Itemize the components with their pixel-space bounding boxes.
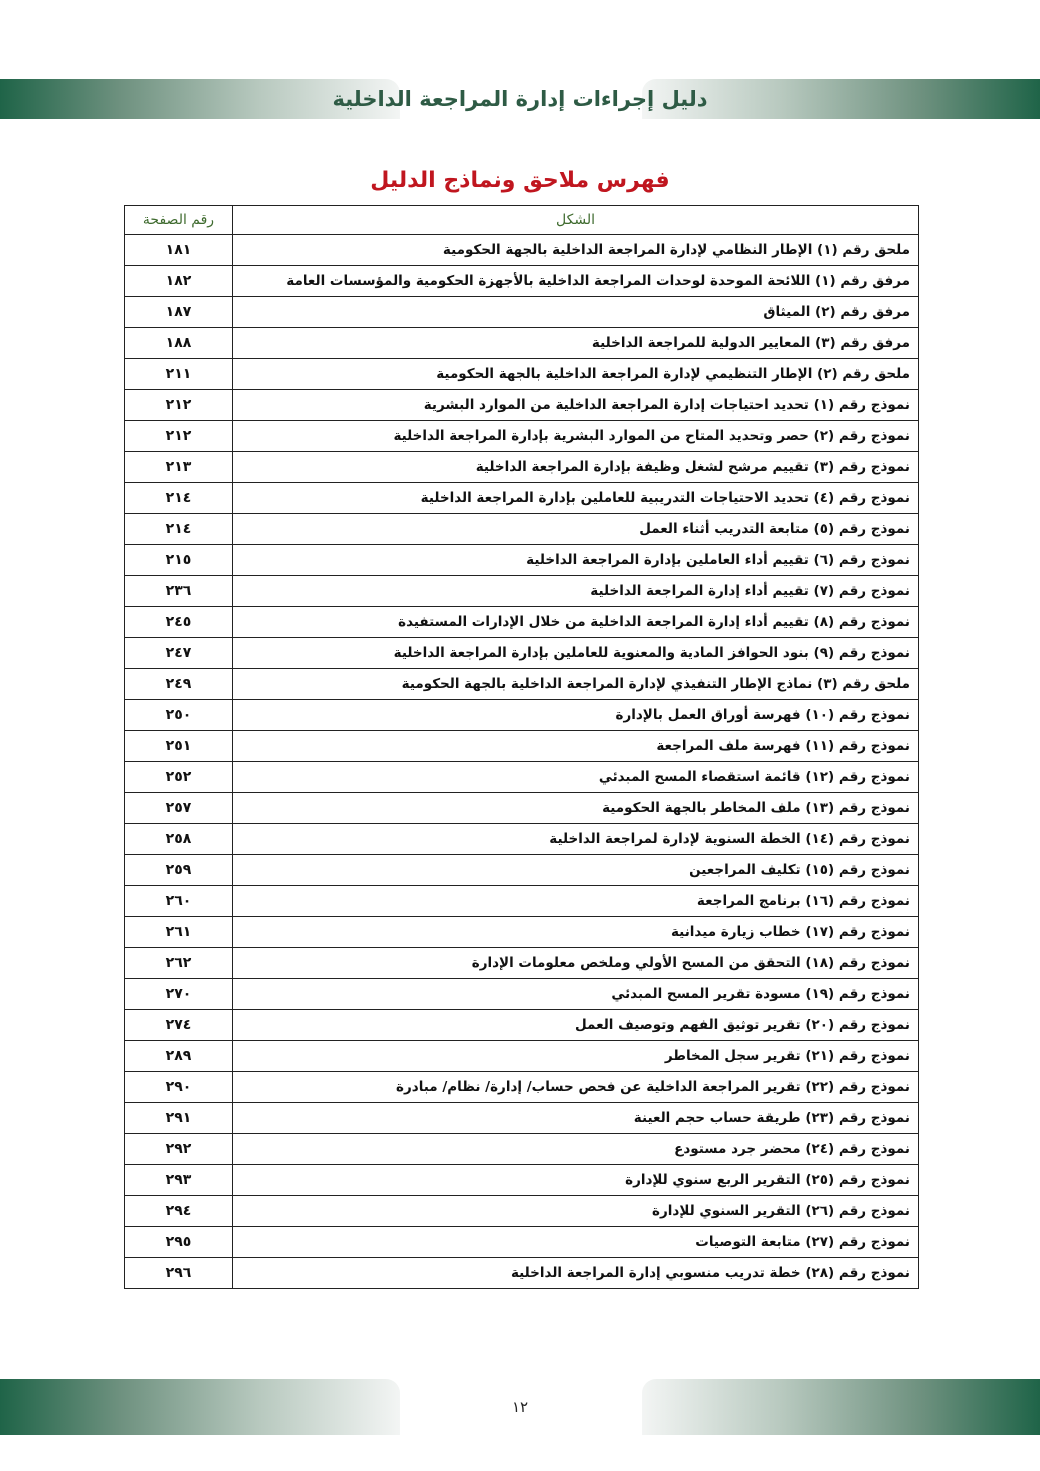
table-row bbox=[125, 1072, 919, 1103]
index-entry-page: ٢٩٠ bbox=[125, 1072, 233, 1103]
column-header-page: رقم الصفحة bbox=[125, 206, 233, 235]
index-entry-title: نموذج رقم (٤) تحديد الاحتياجات التدريبية للعاملين بإدارة المراجعة الداخلية bbox=[233, 483, 919, 514]
index-entry-title: نموذج رقم (١١) فهرسة ملف المراجعة bbox=[233, 731, 919, 762]
index-entry-page: ٢٩٢ bbox=[125, 1134, 233, 1165]
table-row bbox=[125, 483, 919, 514]
page-number: ١٢ bbox=[511, 1398, 529, 1416]
index-entry-page: ٢١٣ bbox=[125, 452, 233, 483]
index-entry-page: ٢٩٦ bbox=[125, 1258, 233, 1289]
table-row bbox=[125, 328, 919, 359]
index-entry-page: ٢٥٧ bbox=[125, 793, 233, 824]
index-entry-page: ٢٤٥ bbox=[125, 607, 233, 638]
index-entry-title: نموذج رقم (١٨) التحقق من المسح الأولي وملخص معلومات الإدارة bbox=[233, 948, 919, 979]
index-entry-page: ٢٥٨ bbox=[125, 824, 233, 855]
column-header-item: الشكل bbox=[233, 206, 919, 235]
index-title: فهرس ملاحق ونماذج الدليل bbox=[370, 168, 670, 193]
index-entry-title: نموذج رقم (٢٨) خطة تدريب منسوبي إدارة المراجعة الداخلية bbox=[233, 1258, 919, 1289]
index-entry-page: ٢٦٢ bbox=[125, 948, 233, 979]
index-entry-title: نموذج رقم (٢٠) تقرير توثيق الفهم وتوصيف العمل bbox=[233, 1010, 919, 1041]
index-entry-title: نموذج رقم (٢٦) التقرير السنوي للإدارة bbox=[233, 1196, 919, 1227]
table-row bbox=[125, 452, 919, 483]
index-entry-title: نموذج رقم (١٩) مسودة تقرير المسح المبدئي bbox=[233, 979, 919, 1010]
table-row bbox=[125, 638, 919, 669]
index-entry-title: نموذج رقم (٢٣) طريقة حساب حجم العينة bbox=[233, 1103, 919, 1134]
table-row bbox=[125, 917, 919, 948]
index-entry-title: نموذج رقم (١٤) الخطة السنوية لإدارة لمراجعة الداخلية bbox=[233, 824, 919, 855]
index-entry-page: ٢١٢ bbox=[125, 390, 233, 421]
table-row bbox=[125, 793, 919, 824]
table-row bbox=[125, 266, 919, 297]
index-entry-title: نموذج رقم (١٠) فهرسة أوراق العمل بالإدارة bbox=[233, 700, 919, 731]
table-row bbox=[125, 390, 919, 421]
index-entry-page: ٢٧٠ bbox=[125, 979, 233, 1010]
index-entry-title: نموذج رقم (٢٤) محضر جرد مستودع bbox=[233, 1134, 919, 1165]
index-entry-page: ٢٨٩ bbox=[125, 1041, 233, 1072]
index-entry-title: نموذج رقم (٢٢) تقرير المراجعة الداخلية عن فحص حساب/ إدارة/ نظام/ مبادرة bbox=[233, 1072, 919, 1103]
table-row bbox=[125, 1041, 919, 1072]
index-entry-title: نموذج رقم (١٦) برنامج المراجعة bbox=[233, 886, 919, 917]
table-row bbox=[125, 514, 919, 545]
index-entry-title: ملحق رقم (١) الإطار النظامي لإدارة المراجعة الداخلية بالجهة الحكومية bbox=[233, 235, 919, 266]
index-entry-title: نموذج رقم (٢٧) متابعة التوصيات bbox=[233, 1227, 919, 1258]
index-entry-page: ٢١٥ bbox=[125, 545, 233, 576]
table-row bbox=[125, 886, 919, 917]
table-row bbox=[125, 855, 919, 886]
table-row bbox=[125, 421, 919, 452]
index-entry-title: مرفق رقم (٣) المعايير الدولية للمراجعة الداخلية bbox=[233, 328, 919, 359]
index-entry-page: ٢٩١ bbox=[125, 1103, 233, 1134]
index-entry-title: نموذج رقم (٣) تقييم مرشح لشغل وظيفة بإدارة المراجعة الداخلية bbox=[233, 452, 919, 483]
table-row bbox=[125, 979, 919, 1010]
table-row bbox=[125, 1258, 919, 1289]
index-entry-page: ٢٦١ bbox=[125, 917, 233, 948]
table-row bbox=[125, 1227, 919, 1258]
table-header-row bbox=[125, 206, 919, 235]
index-entry-title: نموذج رقم (٢) حصر وتحديد المتاح من الموارد البشرية بإدارة المراجعة الداخلية bbox=[233, 421, 919, 452]
index-entry-title: مرفق رقم (٢) الميثاق bbox=[233, 297, 919, 328]
table-row bbox=[125, 1103, 919, 1134]
index-entry-page: ٢١٤ bbox=[125, 514, 233, 545]
index-entry-title: نموذج رقم (١٧) خطاب زيارة ميدانية bbox=[233, 917, 919, 948]
index-entry-page: ١٨٧ bbox=[125, 297, 233, 328]
index-entry-page: ٢٣٦ bbox=[125, 576, 233, 607]
index-entry-title: نموذج رقم (٦) تقييم أداء العاملين بإدارة المراجعة الداخلية bbox=[233, 545, 919, 576]
index-entry-title: نموذج رقم (١٣) ملف المخاطر بالجهة الحكومية bbox=[233, 793, 919, 824]
table-row bbox=[125, 235, 919, 266]
table-row bbox=[125, 700, 919, 731]
index-entry-page: ٢٥٠ bbox=[125, 700, 233, 731]
index-entry-title: نموذج رقم (٨) تقييم أداء إدارة المراجعة الداخلية من خلال الإدارات المستفيدة bbox=[233, 607, 919, 638]
index-entry-page: ٢٥١ bbox=[125, 731, 233, 762]
index-entry-page: ٢٧٤ bbox=[125, 1010, 233, 1041]
index-entry-page: ٢١٤ bbox=[125, 483, 233, 514]
index-entry-title: نموذج رقم (٢١) تقرير سجل المخاطر bbox=[233, 1041, 919, 1072]
index-entry-title: نموذج رقم (٥) متابعة التدريب أثناء العمل bbox=[233, 514, 919, 545]
index-entry-title: نموذج رقم (٧) تقييم أداء إدارة المراجعة الداخلية bbox=[233, 576, 919, 607]
index-entry-page: ٢٩٤ bbox=[125, 1196, 233, 1227]
index-entry-page: ٢٦٠ bbox=[125, 886, 233, 917]
index-entry-title: مرفق رقم (١) اللائحة الموحدة لوحدات المراجعة الداخلية بالأجهزة الحكومية والمؤسسات العامة bbox=[233, 266, 919, 297]
index-entry-page: ٢٥٩ bbox=[125, 855, 233, 886]
index-entry-page: ٢١١ bbox=[125, 359, 233, 390]
index-entry-page: ٢١٢ bbox=[125, 421, 233, 452]
table-row bbox=[125, 545, 919, 576]
document-title: دليل إجراءات إدارة المراجعة الداخلية bbox=[332, 87, 708, 111]
index-entry-page: ٢٩٣ bbox=[125, 1165, 233, 1196]
table-row bbox=[125, 948, 919, 979]
table-row bbox=[125, 731, 919, 762]
index-entry-title: نموذج رقم (١٢) قائمة استقصاء المسح المبدئي bbox=[233, 762, 919, 793]
index-entry-title: نموذج رقم (١) تحديد احتياجات إدارة المراجعة الداخلية من الموارد البشرية bbox=[233, 390, 919, 421]
index-entry-page: ٢٩٥ bbox=[125, 1227, 233, 1258]
table-row bbox=[125, 669, 919, 700]
table-row bbox=[125, 359, 919, 390]
index-entry-page: ٢٥٢ bbox=[125, 762, 233, 793]
table-row bbox=[125, 607, 919, 638]
table-row bbox=[125, 824, 919, 855]
table-row bbox=[125, 1010, 919, 1041]
index-entry-page: ١٨٢ bbox=[125, 266, 233, 297]
index-entry-page: ١٨١ bbox=[125, 235, 233, 266]
index-entry-title: نموذج رقم (٢٥) التقرير الربع سنوي للإدارة bbox=[233, 1165, 919, 1196]
table-row bbox=[125, 1165, 919, 1196]
index-entry-title: ملحق رقم (٣) نماذج الإطار التنفيذي لإدارة المراجعة الداخلية بالجهة الحكومية bbox=[233, 669, 919, 700]
table-row bbox=[125, 1196, 919, 1227]
table-row bbox=[125, 762, 919, 793]
index-table bbox=[124, 205, 919, 1289]
index-entry-page: ٢٤٧ bbox=[125, 638, 233, 669]
table-row bbox=[125, 297, 919, 328]
index-entry-page: ١٨٨ bbox=[125, 328, 233, 359]
index-entry-title: ملحق رقم (٢) الإطار التنظيمي لإدارة المراجعة الداخلية بالجهة الحكومية bbox=[233, 359, 919, 390]
index-entry-title: نموذج رقم (١٥) تكليف المراجعين bbox=[233, 855, 919, 886]
table-row bbox=[125, 1134, 919, 1165]
table-row bbox=[125, 576, 919, 607]
index-entry-title: نموذج رقم (٩) بنود الحوافز المادية والمعنوية للعاملين بإدارة المراجعة الداخلية bbox=[233, 638, 919, 669]
table-body bbox=[125, 235, 919, 1289]
index-entry-page: ٢٤٩ bbox=[125, 669, 233, 700]
